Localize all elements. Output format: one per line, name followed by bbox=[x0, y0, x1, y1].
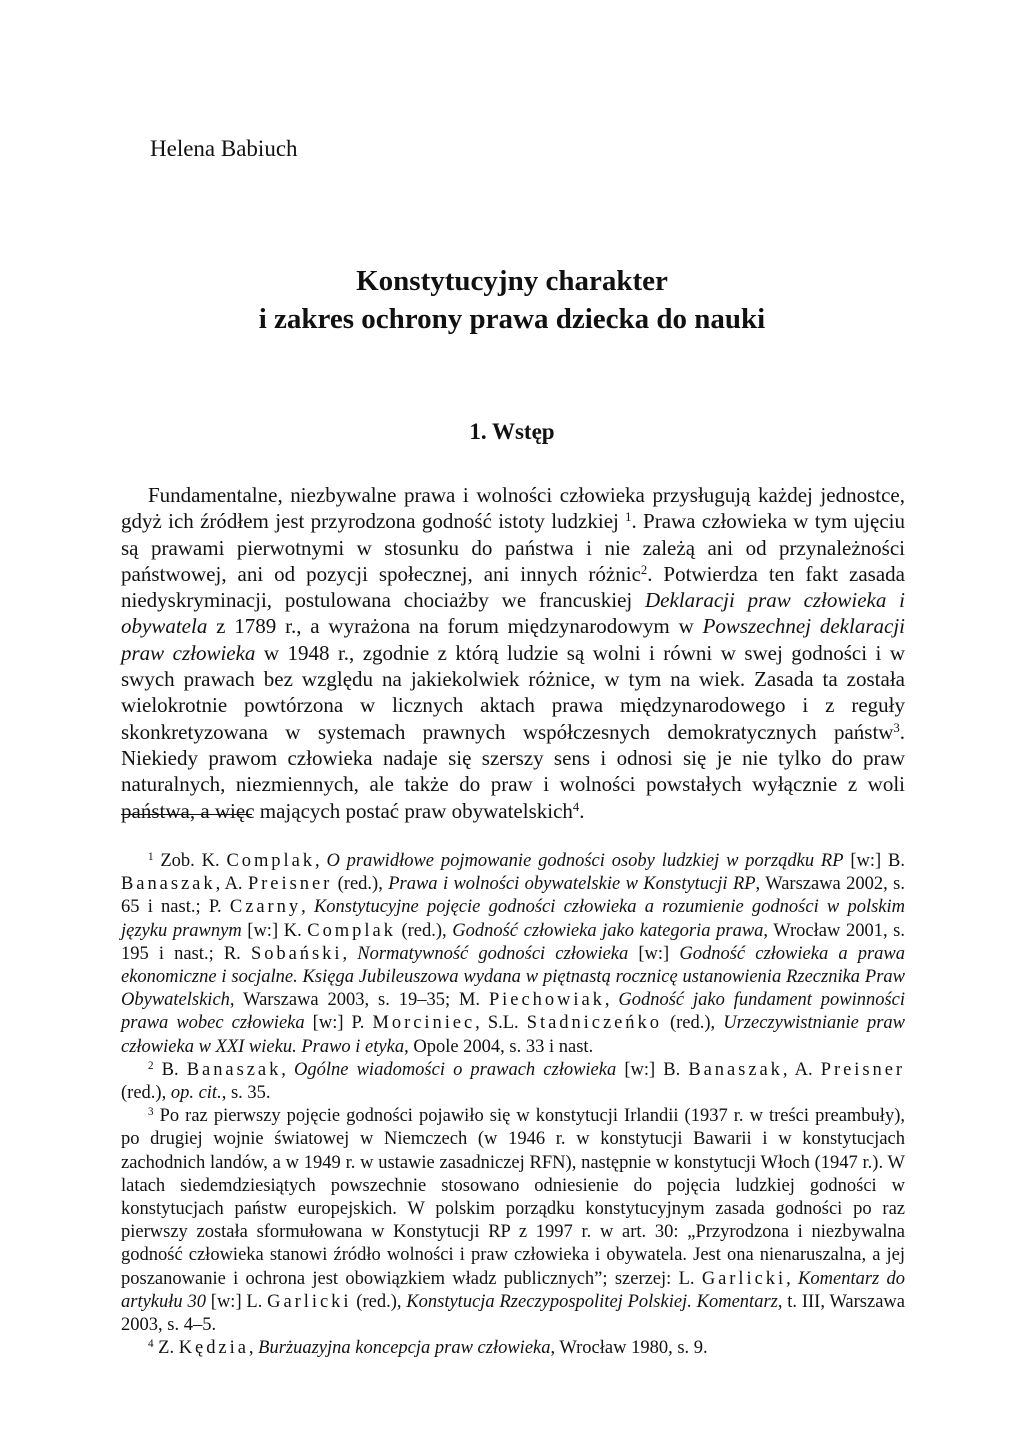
footnote-2 bbox=[121, 1059, 905, 1105]
body-text: . Prawa człowieka w tym ujęciu są prawami pierwotnymi w stosunku do państwa i nie zależą ani od przynależności państwowej, ani od pozycji społecznej, ani innych różnic bbox=[121, 509, 905, 586]
footnote-text: Z. bbox=[153, 1338, 179, 1359]
footnote-text: , bbox=[604, 990, 619, 1011]
cited-title: op. cit. bbox=[170, 1083, 222, 1104]
cited-author: Banaszak bbox=[186, 1059, 282, 1080]
footnote-text: , A. bbox=[215, 874, 248, 895]
body-text: Fundamentalne, niezbywalne prawa i wolności człowieka przysługują każdej jednostce, gdyż ich źródłem jest przyrodzona godność istoty ludzkiej bbox=[121, 483, 905, 534]
cited-author: Stadniczeńko bbox=[526, 1013, 662, 1034]
footnote-text: [w:] L. bbox=[205, 1291, 268, 1312]
cited-author: Banaszak bbox=[688, 1059, 783, 1080]
footnote-text: , Warszawa 2002, s. 65 i nast.; P. bbox=[121, 874, 905, 918]
cited-title: Godność jako fundament powinności prawa wobec człowieka bbox=[121, 990, 906, 1034]
footnote-text: , A. bbox=[782, 1059, 821, 1080]
footnote-ref-3: 3 bbox=[893, 720, 900, 735]
cited-author: Piechowiak bbox=[488, 990, 605, 1011]
footnote-text: , t. III, Warszawa 2003, s. 4–5. bbox=[121, 1291, 905, 1336]
footnote-text: , Warszawa 2003, s. 19–35; M. bbox=[229, 990, 489, 1011]
footnote-text: [w:] B. bbox=[843, 851, 905, 871]
footnote-text: , bbox=[301, 897, 314, 918]
cited-author: Banaszak bbox=[121, 874, 216, 895]
article-title bbox=[0, 262, 1024, 338]
cited-title: O prawidłowe pojmowanie godności osoby ludzkiej w porządku RP bbox=[326, 851, 844, 871]
cited-title: Konstytucyjne pojęcie godności człowieka a rozumienie godności w polskim języku prawnym bbox=[121, 897, 906, 941]
footnote-text: [w:] B. bbox=[616, 1059, 689, 1080]
cited-title: Deklaracji praw człowieka i obywatela bbox=[121, 588, 905, 639]
footnote-text: , S.L. bbox=[475, 1013, 527, 1034]
footnote-text: , s. 35. bbox=[221, 1083, 271, 1104]
cited-title: Komentarz do artykułu 30 bbox=[121, 1268, 906, 1312]
footnote-number: 4 bbox=[148, 1338, 154, 1351]
cited-title: Godność człowieka a prawa ekonomiczne i socjalne. Księga Jubileuszowa wydana w piętnastą rocznicę ustanowienia Rzecznika Praw Obywatelskich bbox=[121, 943, 906, 1011]
cited-title: Godność człowieka jako kategoria prawa bbox=[452, 920, 764, 941]
body-text: . bbox=[579, 798, 585, 823]
cited-author: Czarny bbox=[229, 897, 302, 918]
footnote-text: , bbox=[786, 1268, 799, 1289]
body-text: . Potwierdza ten fakt zasada niedyskryminacji, postulowana chociażby we francuskiej bbox=[121, 561, 905, 613]
cited-author: Preisner bbox=[820, 1059, 906, 1080]
cited-author: Morciniec bbox=[372, 1013, 476, 1034]
cited-title: Normatywność godności człowieka bbox=[357, 943, 629, 964]
cited-title: Ogólne wiadomości o prawach człowieka bbox=[294, 1059, 617, 1080]
footnote-text: , Wrocław 2001, s. 195 i nast.; R. bbox=[121, 920, 905, 964]
footnote-4 bbox=[121, 1337, 905, 1360]
footnote-text: [w:] K. bbox=[241, 920, 308, 941]
footnote-number: 1 bbox=[148, 850, 154, 863]
footnote-text: , bbox=[281, 1059, 295, 1080]
footnote-text: Zob. K. bbox=[153, 851, 227, 871]
footnote-text: , Opole 2004, s. 33 i nast. bbox=[404, 1036, 594, 1057]
body-text: . Niekiedy prawom człowieka nadaje się szerszy sens i odnosi się je nie tylko do praw naturalnych, niezmiennych, ale także do praw i wolności powstałych wyłącznie z woli państwa, a więc mających postać praw obywatelskich bbox=[121, 719, 905, 823]
author-name: Helena Babiuch bbox=[150, 136, 298, 161]
footnote-number: 2 bbox=[148, 1059, 154, 1072]
footnote-3 bbox=[121, 1105, 905, 1337]
footnote-text: [w:] P. bbox=[304, 1013, 373, 1034]
footnote-ref-2: 2 bbox=[640, 562, 648, 577]
cited-author: Preisner bbox=[247, 874, 333, 895]
footnote-separator bbox=[121, 814, 252, 815]
cited-author: Garlicki bbox=[701, 1268, 787, 1289]
footnote-ref-1: 1 bbox=[625, 510, 632, 525]
footnote-text: [w:] bbox=[628, 943, 680, 964]
footnote-text: (red.), bbox=[121, 1083, 171, 1104]
cited-title: Prawa i wolności obywatelskie w Konstytucji RP bbox=[388, 874, 756, 895]
footnote-1 bbox=[121, 850, 905, 1059]
cited-title: Burżuazyjna koncepcja praw człowieka bbox=[258, 1338, 551, 1359]
cited-title: Powszechnej deklaracji praw człowieka bbox=[121, 614, 905, 665]
cited-title: Urzeczywistnianie praw człowieka w XXI wieku. Prawo i etyka bbox=[121, 1013, 905, 1057]
footnote-text: (red.), bbox=[332, 874, 389, 895]
footnote-ref-4: 4 bbox=[572, 799, 580, 814]
cited-author: Garlicki bbox=[267, 1291, 352, 1312]
body-text: w 1948 r., zgodnie z którą ludzie są wolni i równi w swej godności i w swych prawach bez względu na jakiekolwiek różnice, w tym na wiek. Zasada ta została wielokrotnie powtórzona w licznych aktach prawa międzynarodowego i z reguły skonkretyzowana w systemach prawnych współczesnych demokratycznych państw bbox=[121, 640, 905, 744]
cited-author: Kędzia bbox=[178, 1338, 249, 1359]
footnote-text: , bbox=[248, 1338, 259, 1359]
body-text: z 1789 r., a wyrażona na forum międzynarodowym w bbox=[207, 614, 703, 639]
title-line-1: Konstytucyjny charakter bbox=[356, 265, 668, 297]
cited-author: Complak bbox=[226, 851, 315, 871]
footnote-text: (red.), bbox=[395, 920, 453, 941]
footnote-text: (red.), bbox=[351, 1291, 407, 1312]
cited-author: Sobański bbox=[250, 943, 343, 964]
cited-title: Konstytucja Rzeczypospolitej Polskiej. Komentarz bbox=[406, 1291, 778, 1312]
footnote-text: , Wrocław 1980, s. 9. bbox=[550, 1338, 708, 1359]
footnotes bbox=[121, 850, 905, 1360]
footnote-text: , bbox=[315, 851, 327, 871]
body-paragraph bbox=[121, 482, 905, 824]
footnote-text: Po raz pierwszy pojęcie godności pojawiło się w konstytucji Irlandii (1937 r. w treści preambuły), po drugiej wojnie światowej w Niemczech (w 1946 r. w konstytucji Bawarii i w konstytucjach zachodnich landów, a w 1949 r. w ustawie zasadniczej RFN), następnie w konstytucji Włoch (1947 r.). W latach siedemdziesiątych powszechnie stosowano odniesienie do pojęcia ludzkiej godności w konstytucjach państw europejskich. W polskim porządku konstytucyjnym zasada godności po raz pierwszy została sformułowana w Konstytucji RP z 1997 r. w art. 30: „Przyrodzona i niezbywalna godność człowieka stanowi źródło wolności i praw człowieka i obywatela. Jest ona nienaruszalna, a jej poszanowanie i ochrona jest obowiązkiem władz publicznych”; szerzej: L. bbox=[121, 1106, 905, 1289]
title-line-2: i zakres ochrony prawa dziecka do nauki bbox=[258, 303, 766, 335]
footnote-text: B. bbox=[153, 1059, 187, 1080]
footnote-number: 3 bbox=[148, 1106, 154, 1119]
footnote-text: (red.), bbox=[661, 1013, 724, 1034]
cited-author: Complak bbox=[307, 920, 396, 941]
footnote-text: , bbox=[342, 943, 358, 964]
section-heading: 1. Wstęp bbox=[469, 419, 555, 444]
